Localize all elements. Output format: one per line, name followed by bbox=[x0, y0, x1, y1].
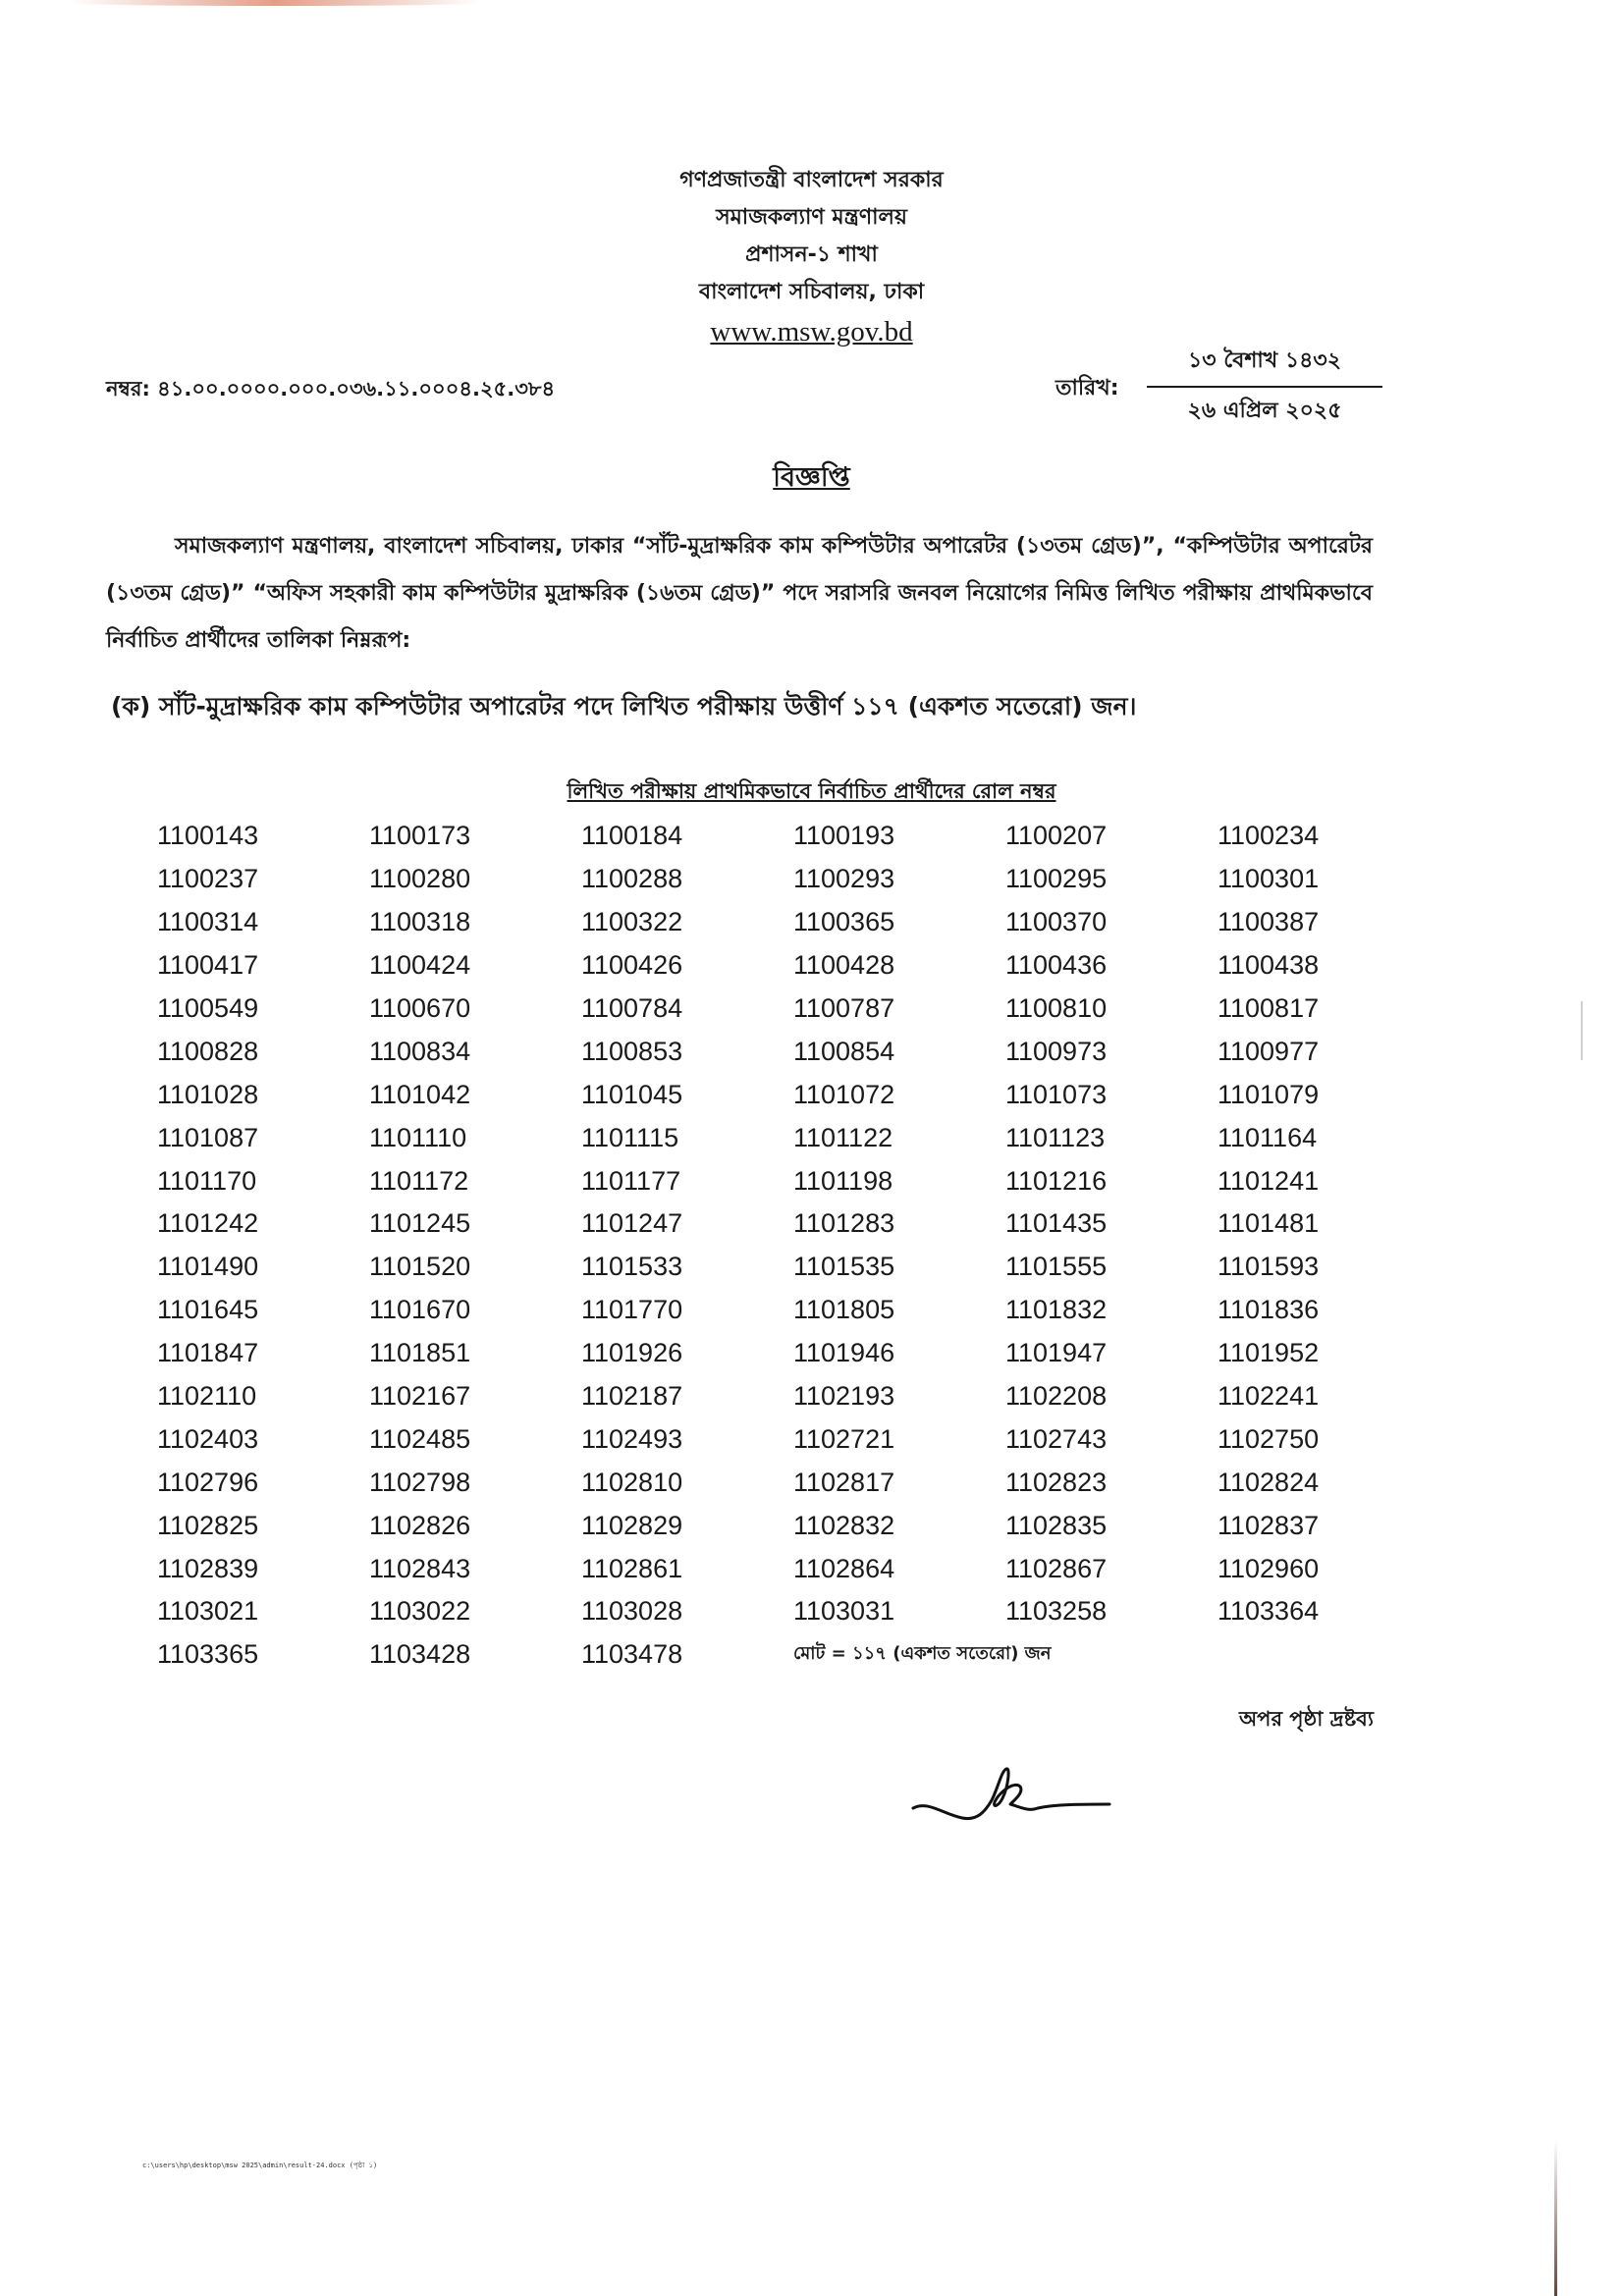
roll-number: 1100828 bbox=[157, 1036, 259, 1066]
roll-number: 1101555 bbox=[1005, 1252, 1108, 1282]
roll-number: 1100977 bbox=[1217, 1036, 1320, 1066]
roll-number: 1103022 bbox=[369, 1596, 471, 1627]
roll-number: 1101670 bbox=[369, 1295, 471, 1325]
roll-number: 1102721 bbox=[793, 1423, 895, 1454]
roll-number: 1101042 bbox=[369, 1079, 471, 1109]
letterhead bbox=[0, 162, 1623, 350]
roll-number: 1100810 bbox=[1005, 993, 1108, 1023]
scan-edge-shadow bbox=[1554, 2140, 1557, 2296]
roll-number: 1101435 bbox=[1005, 1208, 1108, 1239]
roll-number: 1100428 bbox=[793, 950, 895, 981]
roll-number: 1100365 bbox=[793, 907, 895, 937]
roll-number: 1101028 bbox=[157, 1079, 259, 1109]
roll-number: 1100438 bbox=[1217, 950, 1320, 981]
roll-number: 1101073 bbox=[1005, 1079, 1108, 1109]
date-block bbox=[1147, 344, 1382, 430]
roll-number: 1101164 bbox=[1217, 1122, 1318, 1152]
roll-number: 1102824 bbox=[1217, 1467, 1320, 1497]
roll-number: 1100834 bbox=[369, 1036, 471, 1066]
roll-number: 1100318 bbox=[369, 907, 471, 937]
roll-number: 1101241 bbox=[1217, 1165, 1320, 1196]
roll-number: 1100973 bbox=[1005, 1036, 1108, 1066]
roll-number: 1100314 bbox=[157, 907, 259, 937]
roll-number: 1101079 bbox=[1217, 1079, 1320, 1109]
roll-number: 1100143 bbox=[157, 821, 259, 851]
overleaf-note: অপর পৃষ্ঠা দ্রষ্টব্য bbox=[1239, 1707, 1374, 1731]
roll-number: 1101072 bbox=[793, 1079, 895, 1109]
roll-number-table bbox=[157, 815, 1394, 1677]
roll-number: 1100234 bbox=[1217, 821, 1320, 851]
intro-paragraph: সমাজকল্যাণ মন্ত্রণালয়, বাংলাদেশ সচিবালয়, ঢাকার “সাঁট-মুদ্রাক্ষরিক কাম কম্পিউটার অপারেটর (১৩তম গ্রেড)”, “কম্পিউটার অপারেটর (১৩তম গ্রেড)” “অফিস সহকারী কাম কম্পিউটার মুদ্রাক্ষরিক (১৬তম গ্রেড)” পদে সরাসরি জনবল নিয়োগের নিমিত্ত লিখিত পরীক্ষায় প্রাথমিকভাবে নির্বাচিত প্রার্থীদের তালিকা নিম্নরূপ: bbox=[106, 534, 1373, 653]
ministry-name: সমাজকল্যাণ মন্ত্রণালয় bbox=[716, 205, 907, 230]
roll-number: 1102839 bbox=[157, 1553, 259, 1583]
date-english: ২৬ এপ্রিল ২০২৫ bbox=[1187, 399, 1342, 423]
roll-number: 1101216 bbox=[1005, 1165, 1108, 1196]
roll-number: 1103028 bbox=[581, 1596, 683, 1627]
scan-edge-mark bbox=[1581, 1001, 1583, 1060]
roll-number: 1100301 bbox=[1217, 864, 1320, 894]
roll-number: 1101283 bbox=[793, 1208, 895, 1239]
roll-number: 1102493 bbox=[581, 1423, 683, 1454]
signature bbox=[908, 1757, 1114, 1836]
roll-number: 1102750 bbox=[1217, 1423, 1320, 1454]
roll-number: 1100193 bbox=[793, 821, 895, 851]
roll-number: 1100436 bbox=[1005, 950, 1108, 981]
roll-number: 1101123 bbox=[1005, 1122, 1106, 1152]
roll-number: 1100387 bbox=[1217, 907, 1320, 937]
roll-number: 1101952 bbox=[1217, 1338, 1320, 1368]
roll-number: 1102835 bbox=[1005, 1510, 1108, 1540]
roll-number: 1102193 bbox=[793, 1381, 895, 1412]
section-heading: (ক) সাঁট-মুদ্রাক্ষরিক কাম কম্পিউটার অপারেটর পদে লিখিত পরীক্ষায় উত্তীর্ণ ১১৭ (একশত সতেরো) জন। bbox=[111, 692, 1137, 721]
roll-number: 1100787 bbox=[793, 993, 895, 1023]
roll-number: 1101115 bbox=[581, 1122, 679, 1152]
roll-number: 1101535 bbox=[793, 1252, 895, 1282]
roll-number: 1100549 bbox=[157, 993, 259, 1023]
roll-number: 1103031 bbox=[793, 1596, 895, 1627]
roll-number: 1100854 bbox=[793, 1036, 895, 1066]
file-path-footer: c:\users\hp\desktop\msw 2025\admin\result-24.docx (পৃষ্ঠা ১) bbox=[142, 2162, 378, 2169]
roll-number: 1103021 bbox=[157, 1596, 259, 1627]
roll-number: 1101946 bbox=[793, 1338, 895, 1368]
page-edge-smudge bbox=[69, 0, 481, 6]
roll-number: 1100288 bbox=[581, 864, 683, 894]
roll-number: 1101087 bbox=[157, 1122, 259, 1152]
roll-number: 1100173 bbox=[369, 821, 471, 851]
roll-number: 1101926 bbox=[581, 1338, 683, 1368]
roll-number: 1101520 bbox=[369, 1252, 471, 1282]
roll-number: 1100280 bbox=[369, 864, 471, 894]
roll-number: 1102861 bbox=[581, 1553, 683, 1583]
roll-number: 1102403 bbox=[157, 1423, 259, 1454]
roll-number: 1102826 bbox=[369, 1510, 471, 1540]
roll-number: 1101832 bbox=[1005, 1295, 1108, 1325]
roll-number: 1102817 bbox=[793, 1467, 895, 1497]
roll-number: 1101198 bbox=[793, 1165, 893, 1196]
roll-number: 1101645 bbox=[157, 1295, 259, 1325]
date-bangla: ১৩ বৈশাখ ১৪৩২ bbox=[1147, 344, 1382, 388]
roll-number: 1101177 bbox=[581, 1165, 681, 1196]
roll-number: 1103478 bbox=[581, 1639, 683, 1670]
roll-number: 1102810 bbox=[581, 1467, 683, 1497]
roll-number: 1101172 bbox=[369, 1165, 469, 1196]
govt-name: গণপ্রজাতন্ত্রী বাংলাদেশ সরকার bbox=[679, 168, 944, 192]
roll-number: 1100417 bbox=[157, 950, 259, 981]
roll-number: 1100295 bbox=[1005, 864, 1108, 894]
roll-number: 1101533 bbox=[581, 1252, 683, 1282]
roll-number: 1100784 bbox=[581, 993, 683, 1023]
roll-number: 1102110 bbox=[157, 1381, 257, 1412]
roll-number: 1101490 bbox=[157, 1252, 259, 1282]
roll-number: 1101045 bbox=[581, 1079, 683, 1109]
roll-number: 1102843 bbox=[369, 1553, 471, 1583]
roll-number: 1102960 bbox=[1217, 1553, 1320, 1583]
roll-number: 1101947 bbox=[1005, 1338, 1108, 1368]
roll-number: 1102825 bbox=[157, 1510, 259, 1540]
roll-number: 1102167 bbox=[369, 1381, 471, 1412]
roll-number: 1101851 bbox=[369, 1338, 471, 1368]
roll-number: 1100370 bbox=[1005, 907, 1108, 937]
date-label: তারিখ: bbox=[1055, 376, 1119, 400]
roll-number: 1101805 bbox=[793, 1295, 895, 1325]
roll-number: 1102823 bbox=[1005, 1467, 1108, 1497]
roll-number: 1100207 bbox=[1005, 821, 1108, 851]
roll-number: 1102864 bbox=[793, 1553, 895, 1583]
roll-number: 1101847 bbox=[157, 1338, 259, 1368]
roll-number: 1101122 bbox=[793, 1122, 893, 1152]
roll-number: 1102485 bbox=[369, 1423, 471, 1454]
roll-number: 1101110 bbox=[369, 1122, 467, 1152]
branch-name: প্রশাসন-১ শাখা bbox=[745, 242, 878, 267]
roll-number: 1100670 bbox=[369, 993, 471, 1023]
roll-number: 1100426 bbox=[581, 950, 683, 981]
office-address: বাংলাদেশ সচিবালয়, ঢাকা bbox=[698, 280, 925, 304]
roll-number: 1102743 bbox=[1005, 1423, 1108, 1454]
roll-number: 1102796 bbox=[157, 1467, 259, 1497]
roll-number: 1100817 bbox=[1217, 993, 1320, 1023]
roll-number: 1102187 bbox=[581, 1381, 683, 1412]
roll-table-caption: লিখিত পরীক্ষায় প্রাথমিকভাবে নির্বাচিত প্রার্থীদের রোল নম্বর bbox=[567, 779, 1056, 803]
roll-number: 1101247 bbox=[581, 1208, 683, 1239]
roll-number: 1100293 bbox=[793, 864, 895, 894]
roll-number: 1102832 bbox=[793, 1510, 895, 1540]
roll-number: 1101770 bbox=[581, 1295, 683, 1325]
roll-number: 1103365 bbox=[157, 1639, 259, 1670]
roll-number: 1101242 bbox=[157, 1208, 259, 1239]
website-link[interactable]: www.msw.gov.bd bbox=[710, 316, 913, 347]
roll-number: 1101593 bbox=[1217, 1252, 1320, 1282]
roll-number: 1102241 bbox=[1217, 1381, 1320, 1412]
roll-number: 1100424 bbox=[369, 950, 471, 981]
roll-number: 1100237 bbox=[157, 864, 259, 894]
roll-number: 1100322 bbox=[581, 907, 683, 937]
roll-number: 1101245 bbox=[369, 1208, 471, 1239]
notice-title: বিজ্ঞপ্তি bbox=[773, 462, 850, 493]
roll-number: 1101836 bbox=[1217, 1295, 1320, 1325]
total-count: মোট = ১১৭ (একশত সতেরো) জন bbox=[793, 1643, 1052, 1665]
roll-number: 1102867 bbox=[1005, 1553, 1108, 1583]
roll-number: 1103364 bbox=[1217, 1596, 1320, 1627]
roll-number: 1102798 bbox=[369, 1467, 471, 1497]
roll-number: 1103258 bbox=[1005, 1596, 1108, 1627]
roll-number: 1100853 bbox=[581, 1036, 683, 1066]
roll-number: 1101170 bbox=[157, 1165, 257, 1196]
roll-number: 1100184 bbox=[581, 821, 683, 851]
roll-number: 1102829 bbox=[581, 1510, 683, 1540]
roll-number: 1102208 bbox=[1005, 1381, 1108, 1412]
memo-number: নম্বর: ৪১.০০.০০০০.০০০.০৩৬.১১.০০০৪.২৫.৩৮৪ bbox=[106, 377, 556, 400]
roll-number: 1102837 bbox=[1217, 1510, 1320, 1540]
roll-number: 1103428 bbox=[369, 1639, 471, 1670]
roll-number: 1101481 bbox=[1217, 1208, 1320, 1239]
